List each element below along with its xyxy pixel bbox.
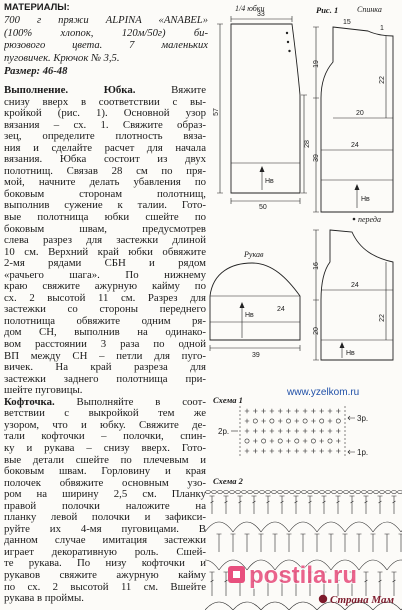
chain-stitch <box>380 491 385 494</box>
single-crochet-symbol <box>311 429 315 433</box>
single-crochet-symbol <box>311 419 315 423</box>
single-crochet-symbol <box>295 419 299 423</box>
single-crochet-symbol <box>278 449 282 453</box>
text-line: рукава в проймы. <box>4 593 84 605</box>
text-line: полотнища обвяжите одним ря- <box>4 315 206 327</box>
single-crochet-symbol <box>286 429 290 433</box>
single-crochet-symbol <box>328 409 332 413</box>
double-crochet-stitch <box>364 572 369 596</box>
double-crochet-stitch <box>231 534 236 552</box>
postila-logo-mark <box>233 571 240 578</box>
single-crochet-symbol <box>245 449 249 453</box>
text-line: «рачьего шага». По нижнему <box>4 269 206 281</box>
single-crochet-symbol <box>336 439 340 443</box>
text-line: вые полотнища юбки сшейте по <box>4 212 206 224</box>
chain-symbol <box>262 439 266 443</box>
skirt-label: 1/4 юбки <box>235 4 265 13</box>
single-crochet-symbol <box>278 419 282 423</box>
text-line: выполнив сужение к талии. Гото- <box>4 200 206 212</box>
single-crochet-symbol <box>278 429 282 433</box>
chain-symbol <box>320 419 324 423</box>
text-line: планку левой полочки и зафикси- <box>4 512 206 524</box>
single-crochet-symbol <box>320 449 324 453</box>
grain-arrowhead <box>260 166 265 172</box>
back-side-dimension-line <box>313 27 319 212</box>
chain-arch <box>359 560 387 570</box>
double-crochet-stitch <box>399 534 402 552</box>
text-line-rest: Выполняйте в соот- <box>54 396 206 408</box>
single-crochet-symbol <box>336 449 340 453</box>
chain-arch <box>261 602 289 610</box>
double-crochet-stitch <box>266 496 271 514</box>
chain-arch <box>205 522 233 532</box>
chain-stitch <box>206 491 211 494</box>
scheme-1 <box>213 395 368 458</box>
front-upper-dimension: 16 <box>313 262 320 270</box>
chain-arch <box>387 560 402 570</box>
double-crochet-stitch <box>224 496 229 514</box>
single-crochet-symbol <box>253 439 257 443</box>
double-crochet-stitch <box>322 496 327 514</box>
scheme-2-title: Схема 2 <box>213 476 243 486</box>
chain-stitch <box>260 491 265 494</box>
text-line: те рукава. По низу кофточки и <box>4 558 206 570</box>
chain-arch <box>289 602 317 610</box>
text-line: шейте пуговицы. <box>4 385 83 397</box>
text-line: вичек. На край разреза для <box>4 362 206 374</box>
scheme-2 <box>191 476 402 610</box>
front-side-dimension-line <box>313 230 319 360</box>
chain-stitch <box>368 491 373 494</box>
chain-stitch <box>284 491 289 494</box>
double-crochet-stitch <box>280 496 285 514</box>
section-heading-skirt: Выполнение. Юбка. <box>4 85 136 96</box>
double-crochet-stitch <box>315 534 320 552</box>
skirt-bottom-dimension: 50 <box>259 204 267 211</box>
text-line-rest: Вяжите <box>135 85 206 96</box>
sleeve-label: Рукав <box>244 250 264 259</box>
double-crochet-stitch <box>378 496 383 514</box>
text-line: боковым сторонам полотнищ, <box>4 188 206 200</box>
chain-arch <box>233 602 261 610</box>
double-crochet-stitch <box>385 534 390 552</box>
chain-stitch <box>302 491 307 494</box>
single-crochet-symbol <box>270 449 274 453</box>
single-crochet-symbol <box>261 409 265 413</box>
double-crochet-stitch <box>392 496 397 514</box>
size-label: Размер: <box>4 65 41 77</box>
chain-arch <box>345 522 373 532</box>
single-crochet-symbol <box>286 449 290 453</box>
chain-symbol <box>286 419 290 423</box>
double-crochet-stitch <box>252 496 257 514</box>
chain-symbol <box>278 439 282 443</box>
sleeve-pattern <box>210 250 300 359</box>
chain-stitch <box>212 491 217 494</box>
bullet-icon <box>353 218 356 221</box>
chain-stitch <box>332 491 337 494</box>
chain-stitch <box>218 491 223 494</box>
chain-arch <box>233 522 261 532</box>
text-line: играет декоративную роль. Сшей- <box>4 546 206 558</box>
back-width: 24 <box>351 142 359 149</box>
text-line: сх. 2 высотой 11 см. Разрез для <box>4 292 206 304</box>
chain-stitch <box>248 491 253 494</box>
text-line: по сх. 2 высотой 11 см. Вшейте <box>4 581 206 593</box>
button-mark <box>286 32 288 34</box>
chain-stitch <box>290 491 295 494</box>
size-value: 46-48 <box>42 65 68 77</box>
text-line: рукавов свяжите ажурную кайму <box>4 569 206 581</box>
single-crochet-symbol <box>261 429 265 433</box>
chain-arch <box>191 560 219 570</box>
single-crochet-symbol <box>245 409 249 413</box>
front-pattern <box>313 215 393 360</box>
section-heading-blouse: Кофточка. <box>4 396 55 408</box>
skirt-outline <box>231 24 300 193</box>
text-line: полотнищ. Связав 28 см по пря- <box>4 165 206 177</box>
single-crochet-symbol <box>303 429 307 433</box>
text-line: узором, что и юбку. Свяжите де- <box>4 419 206 431</box>
chain-stitch <box>386 491 391 494</box>
double-crochet-stitch <box>238 496 243 514</box>
front-width: 24 <box>351 282 359 289</box>
single-crochet-symbol <box>311 449 315 453</box>
strana-mam-watermark <box>319 594 395 606</box>
chain-stitch <box>254 491 259 494</box>
double-crochet-stitch <box>273 534 278 552</box>
double-crochet-stitch <box>224 572 229 596</box>
single-crochet-symbol <box>286 409 290 413</box>
double-crochet-stitch <box>287 534 292 552</box>
sleeve-bottom-dimension: 39 <box>252 352 260 359</box>
double-crochet-stitch <box>210 572 215 596</box>
single-crochet-symbol <box>270 429 274 433</box>
text-line: данном случае имитация застежки <box>4 535 206 547</box>
single-crochet-symbol <box>295 409 299 413</box>
back-upper-height: 22 <box>379 76 386 84</box>
materials-line: 700 г пряжи ALPINA «ANABEL» <box>4 14 208 26</box>
chain-stitch <box>344 491 349 494</box>
front-grain-label: Нв <box>346 350 355 357</box>
front-lower-dimension: 20 <box>313 327 320 335</box>
back-pattern <box>313 5 393 212</box>
double-crochet-stitch <box>308 496 313 514</box>
chain-stitch <box>338 491 343 494</box>
grain-arrowhead <box>340 342 345 348</box>
postila-watermark <box>228 562 357 589</box>
chain-stitch <box>314 491 319 494</box>
text-line: ветствии с выкройкой тем же <box>4 408 206 420</box>
single-crochet-symbol <box>336 409 340 413</box>
single-crochet-symbol <box>245 419 249 423</box>
repeat-boundary <box>240 406 345 458</box>
chain-stitch <box>350 491 355 494</box>
skirt-top-dimension: 33 <box>257 11 265 18</box>
single-crochet-symbol <box>336 429 340 433</box>
double-crochet-stitch <box>357 534 362 552</box>
single-crochet-symbol <box>253 409 257 413</box>
text-line: вые детали сшейте по плечевым и <box>4 454 206 466</box>
strana-mam-logo-icon <box>319 595 327 603</box>
text-line: ку и рукава – снизу вверх. Гото- <box>4 442 206 454</box>
chain-symbol <box>328 439 332 443</box>
chain-arch <box>317 522 345 532</box>
chain-stitch <box>392 491 397 494</box>
chain-symbol <box>245 439 249 443</box>
text-line: зец, определите плотность вяза- <box>4 131 206 143</box>
chain-arch <box>373 522 401 532</box>
single-crochet-symbol <box>278 409 282 413</box>
text-line: тали кофточки – полочки, спин- <box>4 431 206 443</box>
button-mark <box>287 41 289 43</box>
text-line: мой, начните делать убавления по <box>4 177 206 189</box>
chain-stitch <box>356 491 361 494</box>
chain-symbol <box>311 439 315 443</box>
text-line: полочек обвяжите основным узо- <box>4 477 206 489</box>
text-line: боковым швам, предусмотрев <box>4 223 206 235</box>
single-crochet-symbol <box>270 439 274 443</box>
double-crochet-stitch <box>259 534 264 552</box>
chain-stitch <box>242 491 247 494</box>
double-crochet-stitch <box>343 534 348 552</box>
chain-stitch <box>296 491 301 494</box>
chain-symbol <box>253 419 257 423</box>
front-height: 22 <box>379 314 386 322</box>
text-line: ВП между СН – петли для пуго- <box>4 350 206 362</box>
double-crochet-stitch <box>350 496 355 514</box>
single-crochet-symbol <box>270 409 274 413</box>
chain-stitch <box>362 491 367 494</box>
button-mark <box>288 50 290 52</box>
double-crochet-stitch <box>217 534 222 552</box>
chain-stitch <box>308 491 313 494</box>
single-crochet-symbol <box>320 409 324 413</box>
text-line: вязания – сх. 1. Свяжите образ- <box>4 119 206 131</box>
scheme-2-stitches <box>191 491 402 610</box>
double-crochet-stitch <box>392 572 397 596</box>
text-line: руйте их 4-мя пуговицами. В <box>4 523 206 535</box>
double-crochet-stitch <box>364 496 369 514</box>
back-neck-dimension: 1 <box>380 25 384 32</box>
grain-arrowhead <box>240 302 245 308</box>
single-crochet-symbol <box>320 429 324 433</box>
text-line: застежки заднего полотнища при- <box>4 373 206 385</box>
text-line: краю свяжите ажурную кайму по <box>4 281 206 293</box>
single-crochet-symbol <box>328 449 332 453</box>
text-line: 2-мя рядами СБН и рядом <box>4 258 206 270</box>
text-line: застежки со стороны переднего <box>4 304 206 316</box>
sleeve-grain-label: Нв <box>245 312 254 319</box>
single-crochet-symbol <box>303 449 307 453</box>
grain-arrowhead <box>355 184 360 190</box>
chain-arch <box>205 602 233 610</box>
text-line: ром на ширину 2,5 см. Планку <box>4 489 206 501</box>
chain-stitch <box>374 491 379 494</box>
single-crochet-symbol <box>245 429 249 433</box>
row-2-label: 2р. <box>218 427 230 436</box>
chain-stitch <box>278 491 283 494</box>
chain-symbol <box>303 419 307 423</box>
sleeve-outline <box>210 263 300 340</box>
front-outline <box>321 230 393 360</box>
materials-line: рюзового цвета. 7 маленьких <box>4 40 208 52</box>
chain-symbol <box>295 439 299 443</box>
chain-stitch <box>326 491 331 494</box>
back-armhole-dimension: 19 <box>313 60 320 68</box>
chain-stitch <box>236 491 241 494</box>
materials-line: пуговичек. Крючок № 3,5. <box>4 53 120 65</box>
scheme-1-title: Схема 1 <box>213 395 243 405</box>
chain-arch <box>289 522 317 532</box>
text-line: кройкой (рис. 1). Основной узор <box>4 108 206 120</box>
strana-mam-watermark-text: Страна Мам <box>330 594 395 606</box>
double-crochet-stitch <box>329 534 334 552</box>
chain-symbol <box>336 419 340 423</box>
back-shoulder-dimension: 15 <box>343 19 351 26</box>
chain-stitch <box>230 491 235 494</box>
chain-stitch <box>398 491 402 494</box>
back-upper-width: 20 <box>356 110 364 117</box>
double-crochet-stitch <box>245 534 250 552</box>
postila-watermark-text: postila.ru <box>249 562 358 589</box>
double-crochet-stitch <box>378 572 383 596</box>
single-crochet-symbol <box>328 419 332 423</box>
row-arrow <box>348 416 355 420</box>
single-crochet-symbol <box>261 419 265 423</box>
single-crochet-symbol <box>286 439 290 443</box>
row-1-label: 1р. <box>357 448 369 457</box>
chain-stitch <box>266 491 271 494</box>
skirt-side-dimension: 28 <box>304 140 311 148</box>
double-crochet-stitch <box>371 534 376 552</box>
chain-stitch <box>272 491 277 494</box>
text-line: правой полочки наложите на <box>4 500 206 512</box>
single-crochet-symbol <box>320 439 324 443</box>
skirt-height-dimension: 57 <box>213 108 220 116</box>
back-side-dimension: 39 <box>313 154 320 162</box>
skirt-grain-label: Нв <box>265 178 274 185</box>
text-line: 10 см. Верхний край юбки обвяжите <box>4 246 206 258</box>
single-crochet-symbol <box>253 429 257 433</box>
text-line: снизу вверх в соответствии с вы- <box>4 96 206 108</box>
sleeve-cap-dimension: 24 <box>277 306 285 313</box>
front-label: переда <box>358 215 381 224</box>
row-3-label: 3р. <box>357 414 369 423</box>
chain-stitch <box>224 491 229 494</box>
double-crochet-stitch <box>210 496 215 514</box>
single-crochet-symbol <box>311 409 315 413</box>
skirt-pattern <box>213 4 311 211</box>
chain-symbol <box>270 419 274 423</box>
single-crochet-symbol <box>253 449 257 453</box>
single-crochet-symbol <box>328 429 332 433</box>
single-crochet-symbol <box>303 439 307 443</box>
chain-arch <box>261 522 289 532</box>
back-label: Спинка <box>357 5 382 14</box>
materials-line: (100% хлопок, 120м/50г) би- <box>4 27 208 39</box>
single-crochet-symbol <box>303 409 307 413</box>
text-line: ния и сделайте расчет для начала <box>4 142 206 154</box>
text-line: боковым швам. Горловину и края <box>4 466 206 478</box>
text-line: дом СН, выполнив на одинако- <box>4 327 206 339</box>
double-crochet-stitch <box>294 496 299 514</box>
text-line: вязания. Юбка состоит из двух <box>4 154 206 166</box>
text-line: слева разрез для застежки длиной <box>4 235 206 247</box>
materials-heading: МАТЕРИАЛЫ: <box>4 2 70 13</box>
single-crochet-symbol <box>261 449 265 453</box>
text-line: вом расстоянии 3 раза по одной <box>4 339 206 351</box>
double-crochet-stitch <box>336 496 341 514</box>
row-arrow <box>348 450 355 454</box>
figure-title: Рис. 1 <box>316 5 339 15</box>
scheme-1-stitches <box>245 409 341 453</box>
double-crochet-stitch <box>301 534 306 552</box>
site-url: www.yzelkom.ru <box>287 387 360 398</box>
back-grain-label: Нв <box>361 196 370 203</box>
chain-stitch <box>320 491 325 494</box>
single-crochet-symbol <box>295 449 299 453</box>
single-crochet-symbol <box>295 429 299 433</box>
sleeve-bottom-dimension-line <box>210 345 300 351</box>
